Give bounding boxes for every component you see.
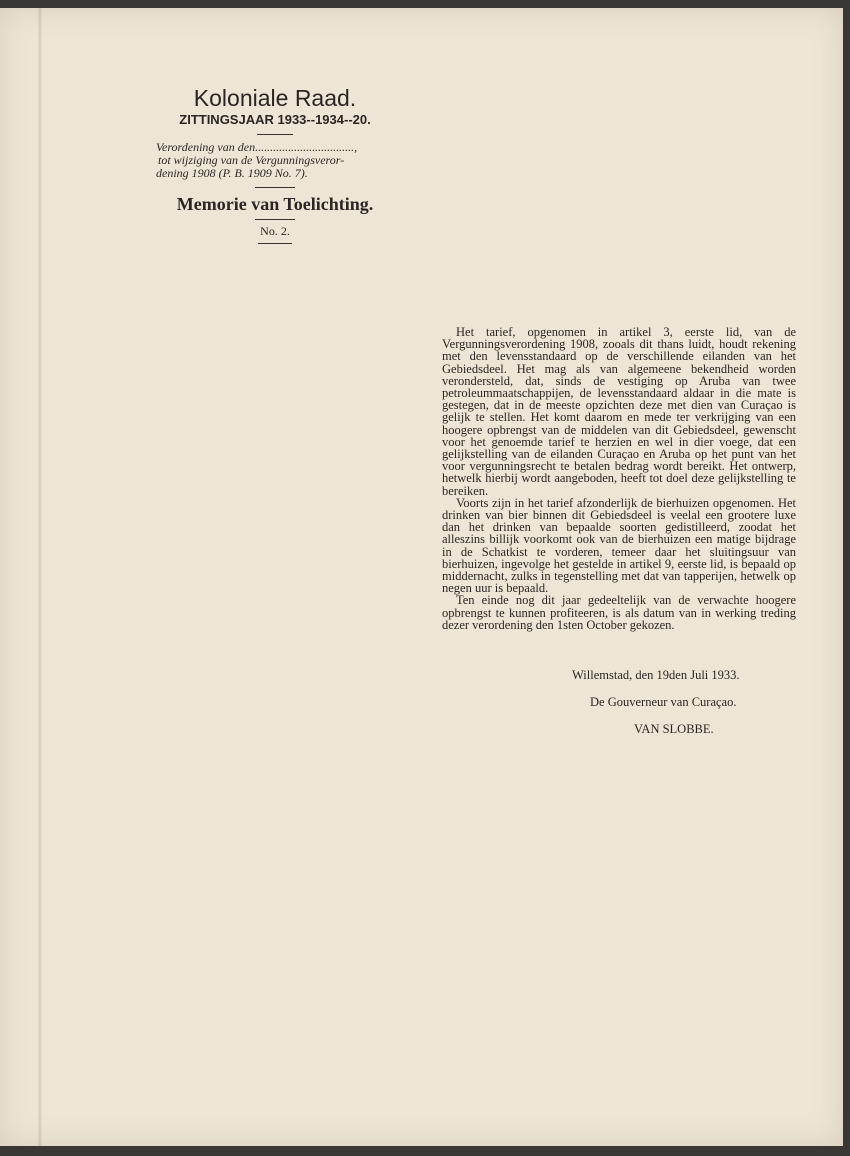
memo-body — [442, 326, 796, 631]
document-number: No. 2. — [260, 224, 290, 238]
paragraph-2: Voorts zijn in het tarief afzonderlijk de bierhuizen opgenomen. Het drinken van bier binnen dit Gebiedsdeel is veelal een grootere luxe dan het drinken van bepaalde soorten gedistilleerd, zoodat het alleszins billijk voorkomt ook van de bierhuizen een matige bijdrage in de Schatkist te vorderen, temeer daar het sluitingsuur van bierhuizen, ingevolge het gestelde in artikel 9, eerste lid, is bepaald op middernacht, zulks in tegenstelling met dat van tapperijen, hetwelk op negen uur is bepaald. — [442, 495, 796, 596]
paragraph-1: Het tarief, opgenomen in artikel 3, eerste lid, van de Vergunningsverordening 1908, zooals dit thans luidt, houdt rekening met den levensstandaard op de verschillende eilanden van het Gebiedsdeel. Het mag als van algemeene bekendheid worden verondersteld, dat, sinds de vestiging op Aruba van twee petroleummaatschappijen, de levensstandaard aldaar in die mate is gestegen, dat in de meeste opzichten deze met dien van Curaçao is gelijk te stellen. Het komt daarom en mede ter verkrijging van een hoogere opbrengst van de middelen van dit Gebiedsdeel, gewenscht voor het genoemde tarief te herzien en wel in dier voege, dat een gelijkstelling van de eilanden Curaçao en Aruba op het punt van het voor vergunningsrecht te betalen bedrag wordt bereikt. Het ontwerp, hetwelk hierbij wordt aangeboden, heeft tot doel deze gelijkstelling te bereiken. — [442, 325, 796, 498]
subject-line-1: Verordening van den................................., — [156, 140, 358, 154]
council-title: Koloniale Raad. — [193, 85, 357, 111]
governor-title: De Gouverneur van Curaçao. — [590, 695, 737, 709]
divider — [257, 134, 293, 135]
paragraph-3: Ten einde nog dit jaar gedeeltelijk van de verwachte hoogere opbrengst te kunnen profiteeren, is als datum van in werking treding dezer verordening den 1sten October gekozen. — [442, 593, 796, 632]
ordinance-subject — [140, 141, 410, 180]
divider — [255, 219, 295, 220]
divider — [255, 187, 295, 188]
subject-line-2: tot wijziging van de Vergunningsveror- — [158, 153, 345, 167]
memo-title: Memorie van Toelichting. — [176, 194, 374, 214]
session-year: ZITTINGSJAAR 1933--1934--20. — [179, 112, 371, 127]
document-header — [140, 86, 410, 244]
closing-block — [442, 668, 796, 737]
place-date: Willemstad, den 19den Juli 1933. — [572, 668, 740, 682]
subject-line-3: dening 1908 (P. B. 1909 No. 7). — [156, 166, 308, 180]
page-fold — [38, 8, 42, 1146]
divider — [258, 243, 292, 244]
signature-name: VAN SLOBBE. — [634, 722, 714, 736]
document-page — [0, 8, 843, 1146]
